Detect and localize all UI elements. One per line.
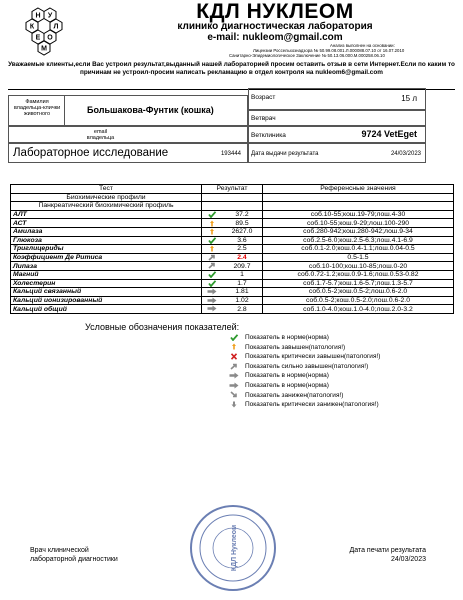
svg-text:К: К xyxy=(29,23,35,31)
test-value: 1.81 xyxy=(222,288,263,297)
test-reference: соб.280-942;кош.280-942;лош.9-34 xyxy=(263,227,454,236)
check-icon xyxy=(229,334,245,341)
svg-text:О: О xyxy=(47,34,53,42)
test-value: 3.6 xyxy=(222,236,263,245)
test-name: Магний xyxy=(11,270,202,279)
clinic-label: Ветклиника xyxy=(251,132,286,139)
vet-label: Ветврач xyxy=(251,115,276,122)
test-value: 209.7 xyxy=(222,262,263,271)
results-table xyxy=(10,184,454,314)
test-reference: соб.1.0-4.0;кош.1.0-4.0;лош.2.0-3.2 xyxy=(263,305,454,314)
legend-item xyxy=(229,343,345,352)
table-row xyxy=(11,288,454,297)
table-row xyxy=(11,270,454,279)
cross-icon xyxy=(229,353,245,360)
header-result: Результат xyxy=(202,185,263,194)
table-row xyxy=(11,227,454,236)
legend-text: Показатель завышен(патология!) xyxy=(245,343,346,351)
table-row xyxy=(11,210,454,219)
up-arrow-big-icon xyxy=(229,363,245,370)
license-line-2: Лицензии Россельхознадзора № 50.99.08.001.Л.000088.07.10 от 16.07.2010 xyxy=(253,48,405,53)
issue-date-value: 24/03/2023 xyxy=(390,151,421,157)
clinic-box xyxy=(248,126,426,143)
test-value: 2.4 xyxy=(222,253,263,262)
legend-text: Показатель критически занижен(патология!) xyxy=(245,401,379,409)
test-value: 89.5 xyxy=(222,219,263,228)
section-pancreatic: Панкреатический биохимический профиль xyxy=(11,202,202,211)
test-reference: соб.10-55;кош.19-79;лош.4-30 xyxy=(263,210,454,219)
print-date-label: Дата печати результата xyxy=(349,547,426,554)
test-name: Холестерин xyxy=(11,279,202,288)
right-arrow-icon xyxy=(229,372,245,379)
legend-item xyxy=(229,391,343,400)
table-row xyxy=(11,305,454,314)
test-reference: соб.0.5-2;кош.0.5-2.0;лош.0.6-2.0 xyxy=(263,296,454,305)
up-arrow-big-icon xyxy=(202,253,223,262)
check-icon xyxy=(202,279,223,288)
test-name: Кальций ионизированный xyxy=(11,296,202,305)
up-arrow-small-icon xyxy=(202,227,223,236)
svg-text:Л: Л xyxy=(53,23,59,31)
legend-item xyxy=(229,371,329,380)
owner-value: Большакова-Фунтик (кошка) xyxy=(87,105,214,115)
test-value: 2627.0 xyxy=(222,227,263,236)
legend-text: Показатель в норме(норма) xyxy=(245,382,329,389)
age-box xyxy=(248,88,426,110)
section-biochem: Биохимические профили xyxy=(11,193,202,202)
test-name: Триглицериды xyxy=(11,245,202,254)
legend-item xyxy=(229,400,379,409)
test-name: АСТ xyxy=(11,219,202,228)
section-row xyxy=(11,193,454,202)
svg-text:Е: Е xyxy=(35,34,41,42)
section-row xyxy=(11,202,454,211)
print-date-value: 24/03/2023 xyxy=(390,556,426,563)
license-line-1: Анализ выполнен на основании: xyxy=(330,43,395,48)
email-box xyxy=(8,126,248,143)
svg-text:Н: Н xyxy=(35,12,41,20)
table-header-row xyxy=(11,185,454,194)
test-reference: соб.0.1-2.0;кош.0.4-1.1;лош.0.04-0.5 xyxy=(263,245,454,254)
right-arrow-icon xyxy=(229,382,245,389)
svg-text:КДЛ Нуклеом: КДЛ Нуклеом xyxy=(231,524,238,572)
client-notice: Уважаемые клиенты,если Вас устроил результат,выданный нашей лабораторией просим оставить отзыв в сети Интернет.Если по каким то причинам не устроил-просим написать рекламацию в отдел контроля на nukleom6@gmail.com xyxy=(8,61,455,76)
svg-text:М: М xyxy=(41,45,47,53)
test-reference: соб.0.72-1.2;кош.0.9-1.6;лош.0.53-0.82 xyxy=(263,270,454,279)
test-reference: соб.0.5-2;кош.0.5-2;лош.0.6-2.0 xyxy=(263,288,454,297)
legend-item xyxy=(229,352,380,361)
legend-text: Показатель сильно завышен(патология!) xyxy=(245,362,369,370)
owner-label: Фамилия владельца-клички животного xyxy=(13,99,61,117)
check-icon xyxy=(202,210,223,219)
doctor-line-2: лабораторной диагностики xyxy=(30,556,118,563)
study-box xyxy=(8,143,248,163)
clinic-value: 9724 VetEget xyxy=(361,129,417,139)
header-reference: Референсные значения xyxy=(263,185,454,194)
lab-email: e-mail: nukleom@gmail.com xyxy=(207,32,343,43)
svg-text:У: У xyxy=(47,12,53,20)
test-reference: 0.5-1.5 xyxy=(263,253,454,262)
table-row xyxy=(11,279,454,288)
owner-box xyxy=(8,95,248,126)
test-reference: соб.10-100;кош.10-85;лош.0-20 xyxy=(263,262,454,271)
test-name: Липаза xyxy=(11,262,202,271)
test-value: 37.2 xyxy=(222,210,263,219)
age-label: Возраст xyxy=(251,94,276,101)
test-value: 1.7 xyxy=(222,279,263,288)
test-value: 2.8 xyxy=(222,305,263,314)
down-arrow-big-icon xyxy=(229,401,245,408)
lab-stamp xyxy=(188,503,278,593)
table-row xyxy=(11,236,454,245)
doctor-title xyxy=(30,546,118,564)
study-id: 193444 xyxy=(220,151,241,157)
test-reference: соб.1.7-5.7;кош.1.6-5.7;лош.1.3-5.7 xyxy=(263,279,454,288)
table-row xyxy=(11,296,454,305)
legend-text: Показатель в норме(норма) xyxy=(245,334,329,341)
table-row xyxy=(11,253,454,262)
test-name: Коэффициент Де Ритиса xyxy=(11,253,202,262)
legend-text: Показатель в норме(норма) xyxy=(245,372,329,380)
age-value: 15 л xyxy=(401,94,417,103)
right-arrow-icon xyxy=(202,296,223,305)
down-arrow-icon xyxy=(229,392,245,399)
legend-title: Условные обозначения показателей: xyxy=(85,322,240,332)
doctor-line-1: Врач клинической xyxy=(30,547,89,554)
legend-text: Показатель занижен(патология!) xyxy=(245,391,344,399)
owner-email-label: email владельца xyxy=(86,129,115,141)
test-value: 1 xyxy=(222,270,263,279)
owner-divider xyxy=(64,96,65,125)
test-name: Кальций общий xyxy=(11,305,202,314)
issue-date-label: Дата выдачи результата xyxy=(251,151,319,157)
test-value: 2.5 xyxy=(222,245,263,254)
test-name: Амилаза xyxy=(11,227,202,236)
up-arrow-small-icon xyxy=(229,344,245,351)
logo-honeycomb xyxy=(25,6,75,56)
lab-subtitle: клинико диагностическая лаборатория xyxy=(177,21,373,32)
test-name: Глюкоза xyxy=(11,236,202,245)
check-icon xyxy=(202,236,223,245)
right-arrow-icon xyxy=(202,305,223,314)
right-arrow-icon xyxy=(202,288,223,297)
legend-item xyxy=(229,333,329,342)
print-date-block xyxy=(336,546,426,564)
check-icon xyxy=(202,270,223,279)
table-row xyxy=(11,219,454,228)
header-test: Тест xyxy=(11,185,202,194)
lab-title: КДЛ НУКЛЕОМ xyxy=(196,0,354,23)
test-reference: соб.10-55;кош.9-29;лош.100-290 xyxy=(263,219,454,228)
up-arrow-small-icon xyxy=(202,245,223,254)
date-box xyxy=(248,143,426,163)
license-line-3: Санитарно-Эпидемиологическое Заключение № 50.13.06.000.М.000258.06.10 xyxy=(229,53,385,58)
table-row xyxy=(11,262,454,271)
test-reference: соб.2.5-6.0;кош.2.5-6.3;лош.4.1-6.9 xyxy=(263,236,454,245)
legend-item xyxy=(229,362,368,371)
test-name: Кальций связанный xyxy=(11,288,202,297)
legend-text: Показатель критически завышен(патология!) xyxy=(245,353,381,361)
test-value: 1.02 xyxy=(222,296,263,305)
up-arrow-small-icon xyxy=(202,219,223,228)
vet-box xyxy=(248,110,426,126)
up-arrow-big-icon xyxy=(202,262,223,271)
table-row xyxy=(11,245,454,254)
test-name: АЛТ xyxy=(11,210,202,219)
legend-item xyxy=(229,381,329,390)
study-title: Лабораторное исследование xyxy=(13,147,169,159)
